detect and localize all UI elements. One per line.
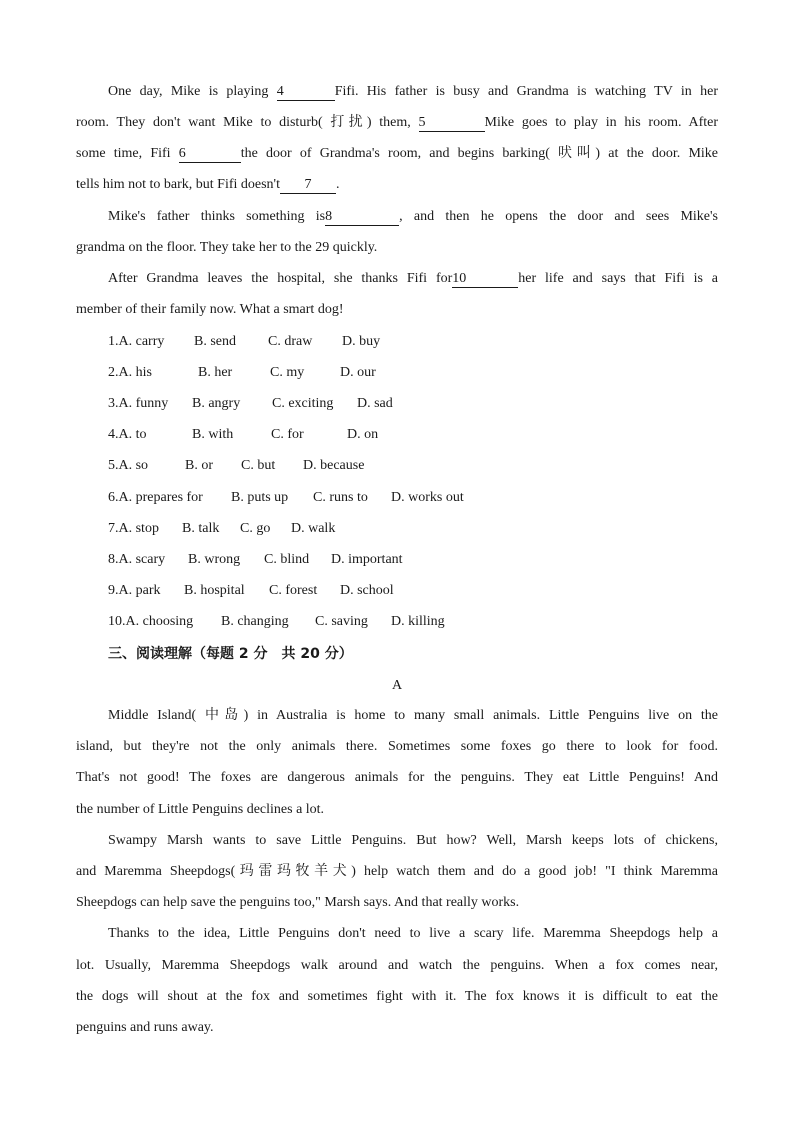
- question-3-options: [108, 394, 393, 414]
- option-b[interactable]: B. puts up: [231, 490, 289, 505]
- cloze-p2-line1: Mike's father thinks something is8 , and then he opens the door and sees Mike's: [108, 209, 718, 224]
- option-c[interactable]: C. go: [240, 521, 271, 536]
- option-d[interactable]: D. school: [340, 583, 394, 598]
- option-a[interactable]: 3.A. funny: [108, 396, 169, 411]
- passage-p3-line1: Thanks to the idea, Little Penguins don't need to live a scary life. Maremma Sheepdogs help a: [108, 926, 718, 941]
- option-a[interactable]: 10.A. choosing: [108, 614, 194, 629]
- blank-8[interactable]: 8: [325, 209, 399, 226]
- option-c[interactable]: C. exciting: [272, 396, 334, 411]
- option-b[interactable]: B. talk: [182, 521, 220, 536]
- question-7-options: [108, 519, 335, 539]
- option-d[interactable]: D. because: [303, 458, 365, 473]
- passage-p3-line4: penguins and runs away.: [76, 1020, 214, 1035]
- option-d[interactable]: D. walk: [291, 521, 336, 536]
- option-c[interactable]: C. draw: [268, 334, 313, 349]
- option-d[interactable]: D. sad: [357, 396, 393, 411]
- option-b[interactable]: B. her: [198, 365, 233, 380]
- option-d[interactable]: D. works out: [391, 490, 464, 505]
- passage-label: A: [391, 678, 403, 693]
- passage-p3-line2: lot. Usually, Maremma Sheepdogs walk around and watch the penguins. When a fox comes near,: [76, 958, 718, 973]
- question-5-options: [108, 456, 364, 476]
- blank-4[interactable]: 4: [277, 84, 335, 101]
- option-b[interactable]: B. hospital: [184, 583, 245, 598]
- option-b[interactable]: B. wrong: [188, 552, 241, 567]
- passage-p1-line2: island, but they're not the only animals there. Sometimes some foxes go there to look for food.: [76, 739, 718, 754]
- cloze-p1-line1: One day, Mike is playing 4 Fifi. His father is busy and Grandma is watching TV in her: [108, 84, 718, 99]
- option-a[interactable]: 2.A. his: [108, 365, 152, 380]
- option-a[interactable]: 9.A. park: [108, 583, 161, 598]
- option-a[interactable]: 7.A. stop: [108, 521, 159, 536]
- blank-7[interactable]: 7: [280, 177, 336, 194]
- option-d[interactable]: D. buy: [342, 334, 381, 349]
- cloze-p2-line2: grandma on the floor. They take her to the 29 quickly.: [76, 240, 378, 255]
- question-1-options: [108, 332, 380, 352]
- option-a[interactable]: 5.A. so: [108, 458, 149, 473]
- option-b[interactable]: B. angry: [192, 396, 241, 411]
- question-8-options: [108, 550, 403, 570]
- passage-p1-line3: That's not good! The foxes are dangerous animals for the penguins. They eat Little Penguins! And: [76, 770, 718, 785]
- cloze-p1-line4: tells him not to bark, but Fifi doesn't 7 .: [76, 177, 340, 192]
- option-c[interactable]: C. for: [271, 427, 304, 442]
- option-c[interactable]: C. saving: [315, 614, 368, 629]
- passage-p3-line3: the dogs will shout at the fox and sometimes fight with it. The fox knows it is difficult to eat the: [76, 989, 718, 1004]
- cloze-p3-line1: After Grandma leaves the hospital, she thanks Fifi for10 her life and says that Fifi is a: [108, 271, 718, 286]
- option-a[interactable]: 1.A. carry: [108, 334, 165, 349]
- cloze-p1-line2: room. They don't want Mike to disturb( 打扰) them, 5 Mike goes to play in his room. After: [76, 115, 718, 130]
- question-6-options: [108, 488, 464, 508]
- option-c[interactable]: C. blind: [264, 552, 310, 567]
- option-c[interactable]: C. runs to: [313, 490, 368, 505]
- option-c[interactable]: C. but: [241, 458, 276, 473]
- passage-p2-line1: Swampy Marsh wants to save Little Penguins. But how? Well, Marsh keeps lots of chickens,: [108, 833, 718, 848]
- blank-5[interactable]: 5: [419, 115, 485, 132]
- blank-10[interactable]: 10: [452, 271, 518, 288]
- passage-p1-line4: the number of Little Penguins declines a lot.: [76, 802, 325, 817]
- option-a[interactable]: 8.A. scary: [108, 552, 166, 567]
- section-heading: 三、阅读理解（每题 2 分 共 20 分）: [108, 646, 353, 662]
- option-b[interactable]: B. or: [185, 458, 213, 473]
- cloze-p1-line3: some time, Fifi 6 the door of Grandma's room, and begins barking( 吠叫) at the door. Mike: [76, 146, 719, 161]
- cloze-p3-line2: member of their family now. What a smart dog!: [76, 302, 344, 317]
- option-d[interactable]: D. on: [347, 427, 379, 442]
- question-9-options: [108, 581, 394, 601]
- option-a[interactable]: 4.A. to: [108, 427, 147, 442]
- question-2-options: [108, 363, 376, 383]
- blank-6[interactable]: 6: [179, 146, 241, 163]
- option-b[interactable]: B. send: [194, 334, 236, 349]
- passage-p1-line1: Middle Island( 中岛) in Australia is home to many small animals. Little Penguins live on the: [108, 708, 718, 723]
- question-4-options: [108, 425, 378, 445]
- option-d[interactable]: D. our: [340, 365, 376, 380]
- option-a[interactable]: 6.A. prepares for: [108, 490, 203, 505]
- option-c[interactable]: C. my: [270, 365, 305, 380]
- passage-p2-line2: and Maremma Sheepdogs(玛雷玛牧羊犬) help watch them and do a good job! "I think Maremma: [76, 864, 718, 879]
- question-10-options: [108, 612, 445, 632]
- option-d[interactable]: D. important: [331, 552, 403, 567]
- option-c[interactable]: C. forest: [269, 583, 318, 598]
- option-b[interactable]: B. with: [192, 427, 234, 442]
- option-d[interactable]: D. killing: [391, 614, 445, 629]
- passage-p2-line3: Sheepdogs can help save the penguins too," Marsh says. And that really works.: [76, 895, 520, 910]
- option-b[interactable]: B. changing: [221, 614, 289, 629]
